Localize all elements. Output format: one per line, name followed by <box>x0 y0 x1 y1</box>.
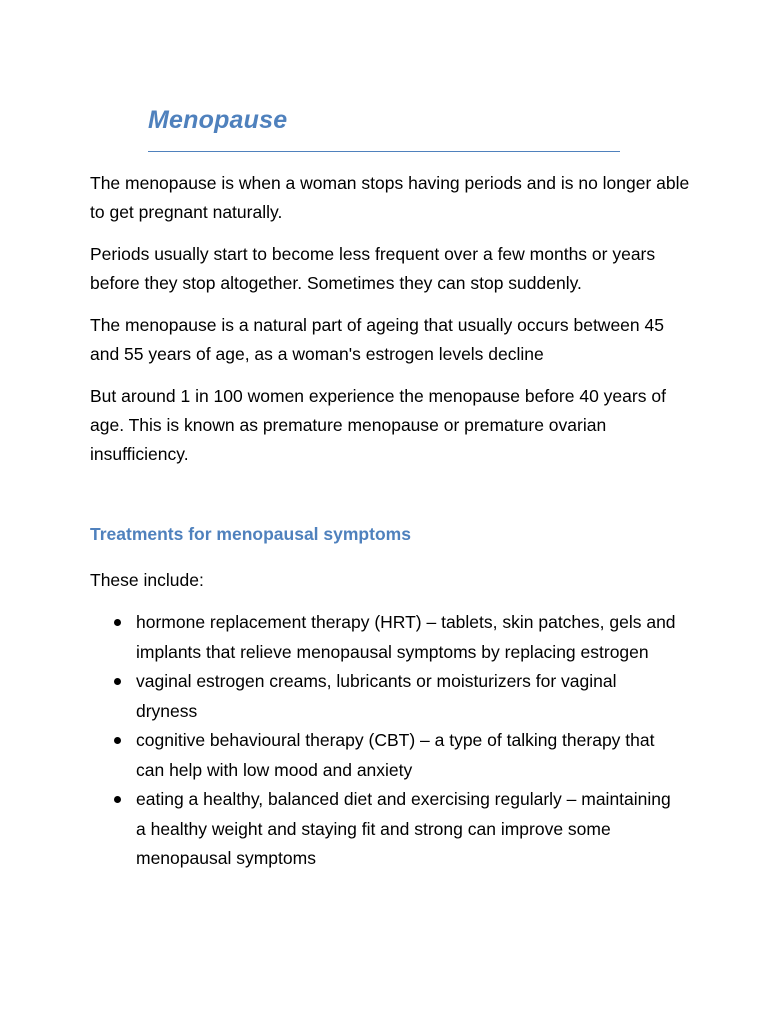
list-item-text: hormone replacement therapy (HRT) – tablets, skin patches, gels and implants that relieve menopausal symptoms by replacing estrogen <box>136 612 676 662</box>
list-item <box>112 608 682 667</box>
list-item-text: eating a healthy, balanced diet and exercising regularly – maintaining a healthy weight and staying fit and strong can improve some menopausal symptoms <box>136 789 671 868</box>
treatment-list <box>112 608 682 874</box>
list-item <box>112 785 682 874</box>
bullet-icon <box>114 678 121 685</box>
list-item <box>112 726 682 785</box>
paragraph-age-range: The menopause is a natural part of ageing that usually occurs between 45 and 55 years of age, as a woman's estrogen levels decline <box>90 315 664 364</box>
bullet-icon <box>114 796 121 803</box>
page-title: Menopause <box>148 106 288 134</box>
bullet-icon <box>114 619 121 626</box>
section-heading-treatments: Treatments for menopausal symptoms <box>90 524 411 544</box>
list-item <box>112 667 682 726</box>
bullet-icon <box>114 737 121 744</box>
paragraph-definition: The menopause is when a woman stops having periods and is no longer able to get pregnant naturally. <box>90 173 690 222</box>
paragraph-premature: But around 1 in 100 women experience the menopause before 40 years of age. This is known as premature menopause or premature ovarian insufficiency. <box>90 386 666 464</box>
title-underline <box>148 151 620 152</box>
paragraph-periods: Periods usually start to become less frequent over a few months or years before they stop altogether. Sometimes they can stop suddenly. <box>90 244 656 293</box>
list-item-text: cognitive behavioural therapy (CBT) – a type of talking therapy that can help with low mood and anxiety <box>136 730 655 780</box>
section-intro: These include: <box>90 570 204 590</box>
list-item-text: vaginal estrogen creams, lubricants or moisturizers for vaginal dryness <box>136 671 617 721</box>
